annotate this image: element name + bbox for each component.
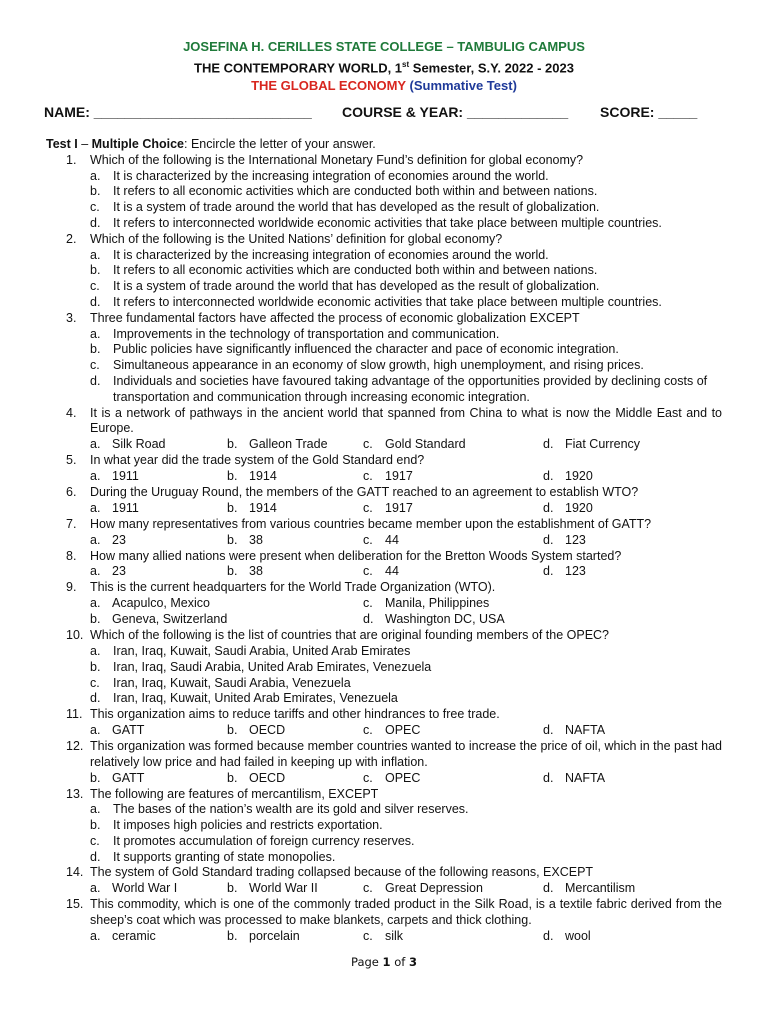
option-text: It is a system of trade around the world that has developed as the result of globalization. (113, 200, 600, 215)
option-letter: c. (90, 358, 100, 373)
answer-option[interactable] (90, 771, 144, 787)
answer-option[interactable] (46, 374, 722, 406)
answer-option[interactable] (227, 564, 263, 580)
question-text: Three fundamental factors have affected the process of economic globalization EXCEPT (90, 310, 580, 325)
option-text: World War II (249, 881, 318, 896)
option-letter: d. (90, 373, 101, 388)
option-letter: d. (90, 849, 101, 864)
option-letter: a. (90, 643, 101, 658)
question-text: This organization aims to reduce tariffs and other hindrances to free trade. (90, 707, 500, 722)
question-number: 14. (66, 865, 84, 880)
answer-option[interactable] (90, 437, 166, 453)
option-text: It supports granting of state monopolies. (113, 849, 336, 864)
answer-option[interactable] (90, 533, 126, 549)
option-text: It promotes accumulation of foreign currency reserves. (113, 833, 415, 848)
option-text: 1911 (112, 468, 139, 483)
option-row (46, 501, 722, 517)
option-text: It imposes high policies and restricts exportation. (113, 818, 383, 833)
semester-text: Semester, S.Y. 2022 - 2023 (409, 60, 574, 76)
answer-option[interactable] (46, 295, 722, 311)
option-text: 44 (385, 532, 399, 547)
question-14 (46, 865, 722, 881)
option-letter: d. (543, 564, 554, 579)
footer-total-pages: 3 (408, 955, 417, 969)
option-text: Improvements in the technology of transportation and communication. (113, 326, 500, 341)
option-text: World War I (112, 881, 178, 896)
option-letter: a. (90, 500, 101, 515)
option-letter: b. (90, 818, 101, 833)
question-number: 6. (66, 484, 77, 499)
name-field[interactable]: NAME: ____________________________ (44, 104, 312, 120)
option-letter: a. (90, 326, 101, 341)
option-text: 38 (249, 532, 263, 547)
option-letter: b. (227, 928, 238, 943)
answer-option[interactable] (46, 200, 722, 216)
option-letter: a. (90, 437, 101, 452)
option-letter: b. (227, 770, 238, 785)
option-letter: a. (90, 596, 101, 611)
answer-option[interactable] (363, 596, 489, 612)
option-letter: b. (90, 612, 101, 627)
paren-close: ) (512, 78, 517, 94)
question-text: During the Uruguay Round, the members of the GATT reached to an agreement to establish WTO? (90, 484, 639, 499)
question-text: How many allied nations were present when deliberation for the Bretton Woods System started? (90, 548, 622, 563)
option-letter: b. (90, 342, 101, 357)
option-text: porcelain (249, 928, 300, 943)
option-row (46, 771, 722, 787)
option-text: It refers to interconnected worldwide economic activities that take place between multiple countries. (113, 215, 662, 230)
option-letter: c. (363, 928, 373, 943)
course-text: THE CONTEMPORARY WORLD, 1 (194, 60, 403, 76)
option-letter: a. (90, 564, 101, 579)
option-letter: c. (363, 500, 373, 515)
answer-option[interactable] (543, 929, 591, 945)
test-instruction: : Encircle the letter of your answer. (184, 137, 376, 151)
option-text: It refers to interconnected worldwide economic activities that take place between multiple countries. (113, 294, 662, 309)
option-letter: c. (90, 200, 100, 215)
question-11 (46, 707, 722, 723)
option-text: Public policies have significantly influenced the character and pace of economic integration. (113, 342, 619, 357)
option-text: silk (385, 928, 404, 943)
question-number: 7. (66, 516, 77, 531)
answer-option[interactable] (227, 771, 285, 787)
answer-option[interactable] (90, 881, 177, 897)
footer-current-page: 1 (382, 955, 391, 969)
option-text: 123 (565, 564, 586, 579)
score-field[interactable]: SCORE: _____ (600, 104, 698, 120)
option-letter: d. (543, 722, 554, 737)
answer-option[interactable] (543, 771, 605, 787)
option-letter: d. (90, 294, 101, 309)
option-row (46, 596, 722, 612)
option-text: It is a system of trade around the world that has developed as the result of globalization. (113, 279, 600, 294)
answer-option[interactable] (363, 929, 403, 945)
test-label: Test I (46, 137, 78, 151)
option-text: NAFTA (565, 770, 606, 785)
answer-option[interactable] (227, 881, 318, 897)
answer-option[interactable] (90, 612, 227, 628)
option-text: Simultaneous appearance in an economy of slow growth, high unemployment, and rising prices. (113, 358, 644, 373)
option-text: Manila, Philippines (385, 596, 490, 611)
answer-option[interactable] (46, 691, 722, 707)
question-number: 12. (66, 738, 84, 753)
question-number: 4. (66, 405, 77, 420)
option-text: Iran, Iraq, Kuwait, Saudi Arabia, Venezuela (113, 675, 351, 690)
option-text: Geneva, Switzerland (112, 612, 228, 627)
test-heading (46, 137, 722, 153)
answer-option[interactable] (46, 184, 722, 200)
option-letter: b. (90, 184, 101, 199)
test-type: Multiple Choice (91, 137, 185, 151)
option-text: 1920 (565, 468, 593, 483)
answer-option[interactable] (227, 929, 300, 945)
option-text: Galleon Trade (249, 437, 328, 452)
option-text: wool (565, 928, 591, 943)
answer-option[interactable] (363, 533, 399, 549)
option-text: 44 (385, 564, 399, 579)
topic-line (0, 77, 768, 95)
topic-subtitle: Summative Test (413, 78, 513, 94)
option-text: Iran, Iraq, Kuwait, United Arab Emirates, Venezuela (113, 691, 398, 706)
answer-option[interactable] (46, 327, 722, 343)
question-2 (46, 232, 722, 248)
question-4 (46, 406, 722, 438)
question-15 (46, 897, 722, 929)
option-letter: d. (90, 691, 101, 706)
option-letter: a. (90, 468, 101, 483)
option-letter: c. (90, 279, 100, 294)
question-number: 11. (66, 707, 83, 722)
option-text: 1917 (385, 468, 413, 483)
school-name: JOSEFINA H. CERILLES STATE COLLEGE – TAMBULIG CAMPUS (183, 39, 585, 54)
option-text: NAFTA (565, 722, 606, 737)
option-text: GATT (112, 722, 145, 737)
option-text: It refers to all economic activities which are conducted both within and between nations. (113, 263, 598, 278)
option-text: Gold Standard (385, 437, 466, 452)
option-text: 1914 (249, 500, 277, 515)
option-letter: d. (363, 612, 374, 627)
option-letter: a. (90, 802, 101, 817)
question-9 (46, 580, 722, 596)
question-text: How many representatives from various countries became member upon the establishment of GATT? (90, 516, 652, 531)
question-12 (46, 739, 722, 771)
option-text: OECD (249, 722, 286, 737)
answer-option[interactable] (543, 501, 593, 517)
question-text: This commodity, which is one of the commonly traded product in the Silk Road, is a textile fabric derived from the sheep’s coat which was processed to make blankets, carpets and thick clothing. (90, 897, 722, 928)
question-text: This is the current headquarters for the World Trade Organization (WTO). (90, 580, 496, 595)
answer-option[interactable] (90, 723, 144, 739)
option-text: It refers to all economic activities which are conducted both within and between nations. (113, 184, 598, 199)
option-letter: b. (90, 770, 101, 785)
answer-option[interactable] (227, 533, 263, 549)
option-letter: c. (363, 770, 373, 785)
answer-option[interactable] (46, 850, 722, 866)
option-text: It is characterized by the increasing integration of economies around the world. (113, 168, 549, 183)
question-text: It is a network of pathways in the ancient world that spanned from China to what is now the Middle East and to Europe. (90, 405, 722, 436)
option-letter: b. (227, 564, 238, 579)
question-7 (46, 517, 722, 533)
topic-title: THE GLOBAL ECONOMY (251, 78, 406, 94)
question-8 (46, 549, 722, 565)
option-text: 123 (565, 532, 586, 547)
answer-option[interactable] (227, 501, 277, 517)
option-letter: a. (90, 928, 101, 943)
answer-option[interactable] (363, 501, 413, 517)
option-letter: b. (227, 532, 238, 547)
option-text: 23 (112, 564, 126, 579)
answer-option[interactable] (363, 771, 420, 787)
question-10 (46, 628, 722, 644)
option-letter: a. (90, 532, 101, 547)
question-text: Which of the following is the International Monetary Fund’s definition for global economy? (90, 152, 584, 167)
answer-option[interactable] (90, 469, 139, 485)
option-letter: a. (90, 168, 101, 183)
option-letter: c. (363, 722, 373, 737)
option-row (46, 612, 722, 628)
option-letter: b. (227, 500, 238, 515)
answer-option[interactable] (90, 501, 139, 517)
option-text: Acapulco, Mexico (112, 596, 210, 611)
page-footer (0, 955, 768, 969)
answer-option[interactable] (363, 612, 505, 628)
option-letter: c. (363, 468, 373, 483)
question-number: 9. (66, 580, 77, 595)
question-number: 8. (66, 548, 77, 563)
option-letter: c. (363, 596, 373, 611)
question-text: In what year did the trade system of the Gold Standard end? (90, 453, 425, 468)
question-1 (46, 153, 722, 169)
answer-option[interactable] (363, 881, 483, 897)
option-text: Washington DC, USA (385, 612, 505, 627)
answer-option[interactable] (46, 169, 722, 185)
option-text: ceramic (112, 928, 156, 943)
option-letter: c. (363, 437, 373, 452)
question-number: 5. (66, 453, 77, 468)
option-letter: c. (363, 532, 373, 547)
answer-option[interactable] (46, 248, 722, 264)
option-row (46, 723, 722, 739)
option-row (46, 881, 722, 897)
question-number: 1. (66, 152, 77, 167)
option-letter: d. (543, 468, 554, 483)
option-letter: c. (90, 833, 100, 848)
answer-option[interactable] (46, 818, 722, 834)
option-text: OECD (249, 770, 286, 785)
option-row (46, 929, 722, 945)
option-letter: d. (543, 881, 554, 896)
answer-option[interactable] (90, 929, 156, 945)
question-3 (46, 311, 722, 327)
answer-option[interactable] (46, 216, 722, 232)
option-text: OPEC (385, 770, 421, 785)
question-text: Which of the following is the list of countries that are original founding members of the OPEC? (90, 628, 610, 643)
option-letter: b. (227, 722, 238, 737)
footer-of: of (390, 955, 409, 969)
answer-option[interactable] (363, 469, 413, 485)
option-text: It is characterized by the increasing integration of economies around the world. (113, 247, 549, 262)
option-text: Silk Road (112, 437, 166, 452)
question-6 (46, 485, 722, 501)
option-letter: d. (543, 770, 554, 785)
answer-option[interactable] (543, 469, 593, 485)
option-letter: b. (227, 881, 238, 896)
option-text: Great Depression (385, 881, 483, 896)
option-text: Iran, Iraq, Kuwait, Saudi Arabia, United Arab Emirates (113, 643, 411, 658)
answer-option[interactable] (227, 723, 285, 739)
option-text: Fiat Currency (565, 437, 641, 452)
question-list (46, 153, 722, 945)
option-text: Mercantilism (565, 881, 636, 896)
option-text: Individuals and societies have favoured taking advantage of the opportunities provided by declining costs of transportation and communication through increasing economic integration. (113, 373, 708, 404)
test-content (46, 137, 722, 945)
question-text: The system of Gold Standard trading collapsed because of the following reasons, EXCEPT (90, 865, 594, 880)
answer-option[interactable] (543, 437, 640, 453)
answer-option[interactable] (46, 676, 722, 692)
question-number: 2. (66, 231, 77, 246)
paren-open: ( (405, 78, 414, 94)
option-row (46, 533, 722, 549)
option-letter: c. (363, 881, 373, 896)
answer-option[interactable] (46, 342, 722, 358)
answer-option[interactable] (90, 596, 210, 612)
footer-page-label: Page (351, 955, 383, 969)
option-text: 1911 (112, 500, 139, 515)
option-letter: c. (363, 564, 373, 579)
answer-option[interactable] (543, 564, 586, 580)
question-13 (46, 787, 722, 803)
option-letter: a. (90, 722, 101, 737)
option-letter: d. (90, 215, 101, 230)
option-letter: a. (90, 881, 101, 896)
question-number: 13. (66, 786, 84, 801)
option-row (46, 469, 722, 485)
option-letter: d. (543, 500, 554, 515)
answer-option[interactable] (363, 723, 420, 739)
option-letter: b. (90, 659, 101, 674)
answer-option[interactable] (543, 723, 605, 739)
course-year-field[interactable]: COURSE & YEAR: _____________ (342, 104, 569, 120)
option-letter: b. (227, 437, 238, 452)
answer-option[interactable] (46, 358, 722, 374)
option-text: 1920 (565, 500, 593, 515)
option-letter: b. (227, 468, 238, 483)
option-letter: b. (90, 263, 101, 278)
answer-option[interactable] (227, 469, 277, 485)
question-number: 3. (66, 310, 77, 325)
answer-option[interactable] (46, 263, 722, 279)
answer-option[interactable] (46, 802, 722, 818)
option-text: 23 (112, 532, 126, 547)
answer-option[interactable] (90, 564, 126, 580)
question-text: This organization was formed because member countries wanted to increase the price of oil, which in the past had relatively low price and had failed in keeping up with inflation. (90, 738, 722, 769)
option-text: OPEC (385, 722, 421, 737)
option-letter: d. (543, 437, 554, 452)
answer-option[interactable] (46, 660, 722, 676)
option-letter: a. (90, 247, 101, 262)
answer-option[interactable] (543, 881, 635, 897)
question-text: The following are features of mercantilism, EXCEPT (90, 786, 379, 801)
question-number: 10. (66, 628, 84, 643)
option-text: Iran, Iraq, Saudi Arabia, United Arab Emirates, Venezuela (113, 659, 432, 674)
option-row (46, 437, 722, 453)
option-text: 1914 (249, 468, 277, 483)
answer-option[interactable] (46, 644, 722, 660)
question-number: 15. (66, 897, 84, 912)
option-text: 38 (249, 564, 263, 579)
question-5 (46, 453, 722, 469)
option-text: GATT (112, 770, 145, 785)
test-dash: – (77, 137, 92, 151)
answer-option[interactable] (46, 279, 722, 295)
document-header (0, 38, 768, 95)
answer-option[interactable] (363, 564, 399, 580)
option-letter: d. (543, 928, 554, 943)
question-text: Which of the following is the United Nations’ definition for global economy? (90, 231, 503, 246)
course-line (0, 56, 768, 77)
answer-option[interactable] (363, 437, 466, 453)
option-text: The bases of the nation’s wealth are its gold and silver reserves. (113, 802, 469, 817)
answer-option[interactable] (227, 437, 328, 453)
answer-option[interactable] (46, 834, 722, 850)
option-row (46, 564, 722, 580)
option-text: 1917 (385, 500, 413, 515)
course-superscript: st (402, 60, 410, 69)
option-letter: c. (90, 675, 100, 690)
answer-option[interactable] (543, 533, 586, 549)
option-letter: d. (543, 532, 554, 547)
